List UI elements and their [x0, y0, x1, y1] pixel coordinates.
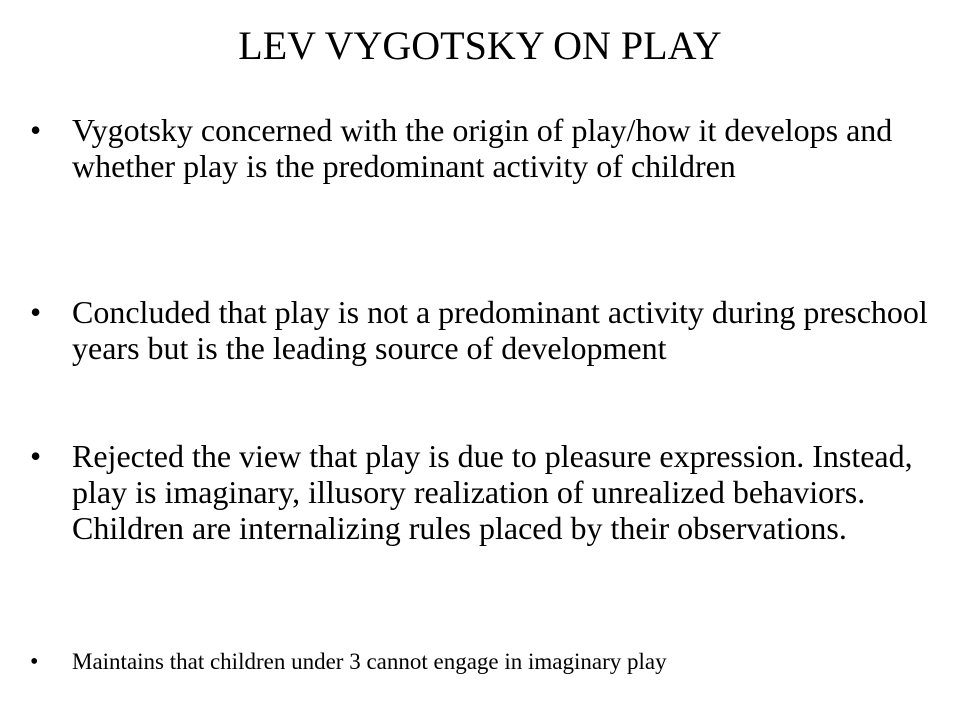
bullet-text: Rejected the view that play is due to pleasure expression. Instead, play is imaginary, illusory realization of unrealized behaviors. Children are internalizing rules placed by their observations. — [72, 438, 913, 546]
bullet-marker: • — [30, 112, 42, 148]
bullet-text: Concluded that play is not a predominant activity during preschool years but is the leading source of development — [72, 294, 928, 366]
bullet-item — [30, 112, 930, 184]
bullet-text: Maintains that children under 3 cannot engage in imaginary play — [72, 649, 667, 674]
bullet-marker: • — [30, 438, 42, 474]
bullet-marker: • — [30, 294, 42, 330]
bullet-item — [30, 294, 930, 366]
bullet-item — [30, 438, 930, 546]
bullet-marker: • — [30, 649, 39, 675]
slide-title: LEV VYGOTSKY ON PLAY — [238, 23, 722, 68]
bullet-item — [30, 648, 930, 676]
bullet-text: Vygotsky concerned with the origin of play/how it develops and whether play is the predominant activity of children — [72, 112, 893, 184]
